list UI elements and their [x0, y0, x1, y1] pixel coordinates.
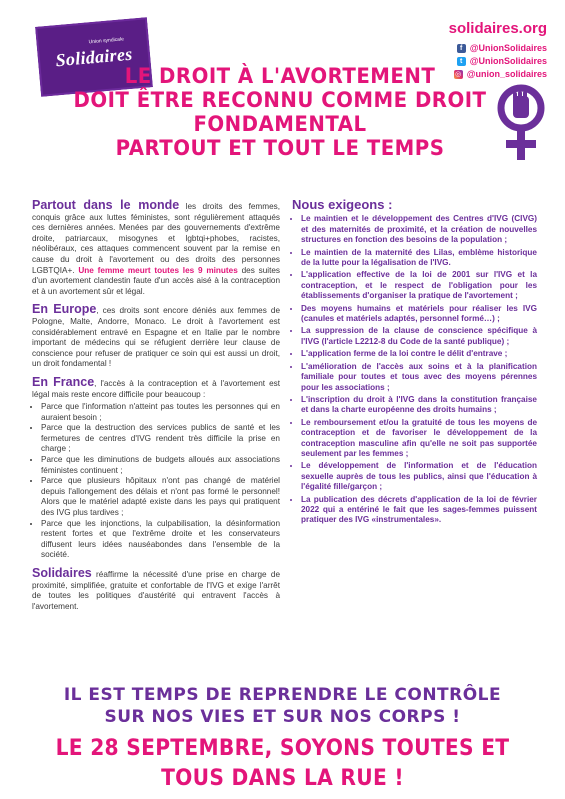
feminist-fist-icon [493, 80, 549, 164]
lead-france: En France [32, 374, 95, 389]
list-item: • Parce que les diminutions de budgets alloués aux associations féministes continuent ; [41, 455, 280, 476]
page-title [73, 64, 487, 160]
list-item: • Le maintien et le développement des Centres d'IVG (CIVG) et des maternités de proximité, et la création de nouvelles structures en fonction des besoins de la population ; [301, 214, 537, 245]
list-item: • Des moyens humains et matériels pour réaliser les IVG (canules et matériels adaptés, personnel formé…) ; [301, 304, 537, 325]
site-link[interactable]: solidaires.org [448, 20, 547, 37]
list-item: • La publication des décrets d'application de la loi de février 2022 qui a entériné le fait que les sages-femmes puissent pratiquer des IVG «instrumentales». [301, 495, 537, 526]
paragraph-europe: En Europe, ces droits sont encore déniés aux femmes de Pologne, Malte, Andorre, Monaco. Le droit à l'avortement est considérablement entravé en Espagne et en Italie par le nombre important de médecins qui se réfugient derrière leur clause de conscience pour refuser de pratiquer ce soin qui est aussi un droit, un droit fondamental ! [32, 302, 280, 369]
list-item: • Le remboursement et/ou la gratuité de tous les moyens de contraception et de favoriser le développement de la contraception masculine afin qu'elle ne soit pas supportée seulement par les femmes ; [301, 418, 537, 460]
list-item: • L'amélioration de l'accès aux soins et à la planification familiale pour toutes et tous avec des moyens pérennes pour les associations ; [301, 362, 537, 393]
lead-world: Partout dans le monde [32, 198, 180, 212]
highlight-statistic: Une femme meurt toutes les 9 minutes [78, 265, 238, 275]
slogan-line-2: SUR NOS VIES ET SUR NOS CORPS ! [104, 707, 461, 727]
demands-title: Nous exigeons : [292, 197, 393, 212]
list-item: • Le développement de l'information et de l'éducation sexuelle auprès de tous les publics, ainsi que l'éducation à l'égalité fille/garçon ; [301, 461, 537, 492]
list-item: • Le maintien de la maternité des Lilas, emblème historique de la lutte pour la légalisation de l'IVG. [301, 248, 537, 269]
facebook-icon: f [457, 44, 466, 53]
instagram-icon: ◎ [455, 71, 462, 78]
facebook-link[interactable] [449, 42, 547, 55]
logo-subtitle: Union syndicale [88, 36, 125, 46]
lead-europe: En Europe [32, 302, 97, 317]
title-line-1: LE DROIT À L'AVORTEMENT [124, 64, 436, 88]
paragraph-solidaires: Solidaires réaffirme la nécessité d'une prise en charge de proximité, simplifiée, gratuite et confortable de l'IVG et exige l'arrêt de toutes les politiques d'austérité qui entravent l'accès à l'avortement. [32, 566, 280, 611]
list-item: • Parce que plusieurs hôpitaux n'ont pas changé de matériel depuis l'allongement des délais et n'ont pas formé le personnel! Alors que le matériel adapté existe dans les pays qui pratiquent des IVG plus tardives ; [41, 476, 280, 518]
twitter-icon: t [457, 57, 466, 66]
twitter-handle: @UnionSolidaires [469, 56, 547, 66]
logo-text: Solidaires [54, 43, 134, 70]
title-line-2: DOIT ÊTRE RECONNU COMME DROIT FONDAMENTAL [73, 88, 487, 136]
france-bullets [32, 402, 280, 561]
list-item: • L'application effective de la loi de 2001 sur l'IVG et la contraception, et le respect de l'obligation pour les établissements d'organiser la pratique de l'avortement ; [301, 270, 537, 301]
slogan-line-1: IL EST TEMPS DE REPRENDRE LE CONTRÔLE [63, 685, 502, 705]
list-item: • Parce que l'information n'atteint pas toutes les personnes qui en auraient besoin ; [41, 402, 280, 423]
title-line-3: PARTOUT ET TOUT LE TEMPS [115, 136, 445, 160]
list-item: • Parce que la destruction des services publics de santé et les fermetures de centres d'IVG rendent très difficile la prise en charge ; [41, 423, 280, 455]
list-item: • L'application ferme de la loi contre le délit d'entrave ; [301, 349, 537, 359]
demands-list [292, 214, 537, 525]
list-item: • L'inscription du droit à l'IVG dans la constitution française et dans la charte européenne des droits humains ; [301, 395, 537, 416]
footer-slogan [0, 684, 565, 794]
lead-solidaires: Solidaires [32, 566, 92, 580]
paragraph-france: En France, l'accès à la contraception et à l'avortement est légal mais reste encore difficile pour beaucoup : [32, 374, 280, 399]
list-item: • Parce que les injonctions, la culpabilisation, la désinformation restent fortes et que l'extrême droite et les conservateurs diffusent leurs idées nauséabondes dans l'ensemble de la société. [41, 519, 280, 561]
list-item: • La suppression de la clause de conscience spécifique à l'IVG (l'article L2212-8 du Code de la santé publique) ; [301, 326, 537, 347]
instagram-handle: @union_solidaires [466, 69, 547, 79]
right-column [292, 197, 537, 528]
facebook-handle: @UnionSolidaires [469, 43, 547, 53]
call-to-action: LE 28 SEPTEMBRE, SOYONS TOUTES ET TOUS DANS LA RUE ! [55, 736, 510, 791]
paragraph-world: Partout dans le monde les droits des femmes, conquis grâce aux luttes féministes, sont régulièrement attaqués ces dernières années. Menées par des gouvernements d'extrême droite, patriarcaux, misogynes et lgbtqi+phobes, racistes, néolibéraux, ces attaques commencent souvent par la remise en cause du droit à l'avortement ou des droits des personnes LGBTQIA+. Une femme meurt toutes les 9 minutes des suites d'un avortement clandestin faute d'un accès aisé à la contraception et à un avortement sûr et légal. [32, 198, 281, 296]
left-column [32, 200, 280, 619]
